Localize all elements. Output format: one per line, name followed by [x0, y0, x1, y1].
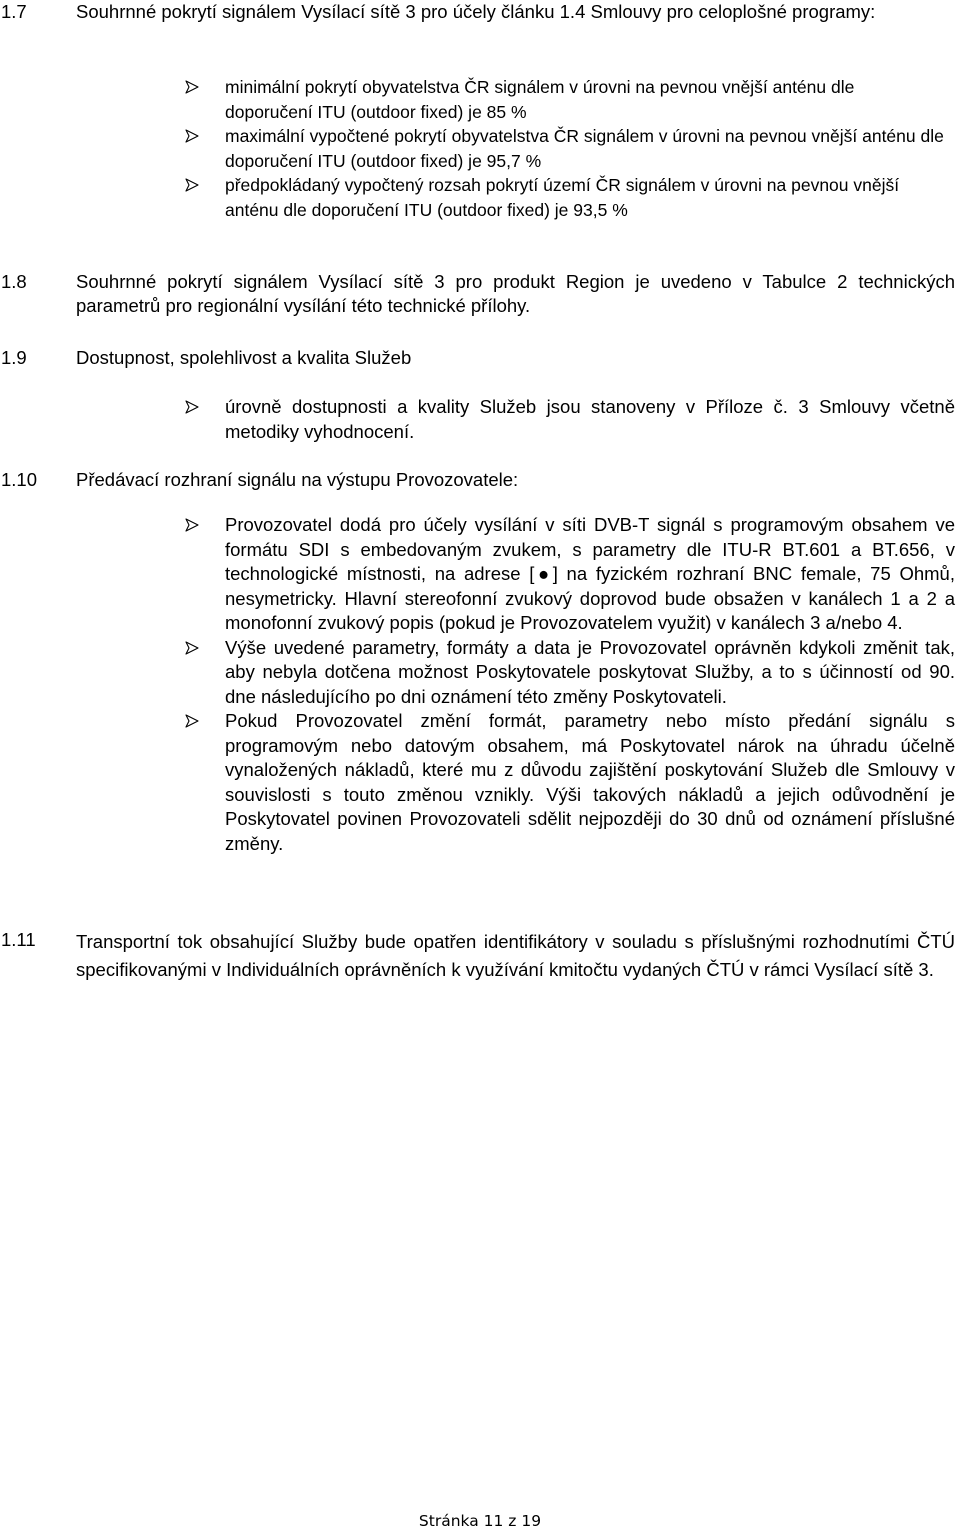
section-number: 1.11 [1, 929, 36, 950]
list-item [0, 709, 955, 856]
section-heading: Dostupnost, spolehlivost a kvalita Služeb [76, 347, 412, 368]
list-item [0, 513, 955, 636]
list-item [0, 636, 955, 710]
list-item-text: Pokud Provozovatel změní formát, parametry nebo místo předání signálu s programovým nebo datovým obsahem, má Poskytovatel nárok na úhradu účelně vynaložených nákladů, které mu z důvodu zajištění poskytování Služeb dle Smlouvy v souvislosti s touto změnou vznikly. Výši takových nákladů a jejich odůvodnění je Poskytovatel povinen Provozovateli sdělit nejpozději do 30 dnů od oznámení příslušné změny. [225, 710, 955, 854]
bullet-list [0, 75, 955, 222]
section-heading: Předávací rozhraní signálu na výstupu Provozovatele: [76, 469, 519, 490]
section-number: 1.9 [1, 347, 27, 368]
arrowhead-bullet-icon [185, 641, 199, 655]
list-item [0, 395, 955, 444]
section-number: 1.10 [1, 469, 38, 490]
section-heading: Souhrnné pokrytí signálem Vysílací sítě 3 pro účely článku 1.4 Smlouvy pro celoplošné programy: [76, 1, 876, 22]
list-item-text: Výše uvedené parametry, formáty a data je Provozovatel oprávněn kdykoli změnit tak, aby nebyla dotčena možnost Poskytovatele poskytovat Služby, a to s účinností od 90. dne následujícího po dni oznámení této změny Poskytovateli. [225, 636, 955, 707]
section-text: Souhrnné pokrytí signálem Vysílací sítě 3 pro produkt Region je uvedeno v Tabulce 2 technických parametrů pro regionální vysílání této technické přílohy. [76, 271, 955, 316]
list-item-text: maximální vypočtené pokrytí obyvatelstva ČR signálem v úrovni na pevnou vnější anténu dle doporučení ITU (outdoor fixed) je 95,7 % [225, 126, 944, 171]
bullet-list [0, 513, 955, 856]
section-number: 1.7 [1, 1, 27, 22]
list-item-text: minimální pokrytí obyvatelstva ČR signálem v úrovni na pevnou vnější anténu dle doporučení ITU (outdoor fixed) je 85 % [225, 77, 855, 122]
list-item-text: Provozovatel dodá pro účely vysílání v síti DVB-T signál s programovým obsahem ve formátu SDI s embedovaným zvukem, s parametry dle ITU-R BT.601 a BT.656, v technologické místnosti, na adrese [●] na fyzickém rozhraní BNC female, 75 Ohmů, nesymetricky. Hlavní stereofonní zvukový doprovod bude obsažen v kanálech 1 a 2 a monofonní zvukový popis (pokud je Provozovatelem využit) v kanálech 3 a/nebo 4. [225, 514, 955, 633]
arrowhead-bullet-icon [185, 518, 199, 532]
list-item [0, 173, 955, 222]
arrowhead-bullet-icon [185, 400, 199, 414]
list-item-text: předpokládaný vypočtený rozsah pokrytí území ČR signálem v úrovni na pevnou vnější anténu dle doporučení ITU (outdoor fixed) je 93,5 % [225, 175, 900, 220]
arrowhead-bullet-icon [185, 178, 199, 192]
section-text: Transportní tok obsahující Služby bude opatřen identifikátory v souladu s příslušnými rozhodnutími ČTÚ specifikovanými v Individuálních oprávněních k využívání kmitočtu vydaných ČTÚ v rámci Vysílací sítě 3. [76, 931, 955, 980]
arrowhead-bullet-icon [185, 129, 199, 143]
arrowhead-bullet-icon [185, 714, 199, 728]
list-item [0, 75, 955, 124]
bullet-list [0, 395, 955, 444]
list-item-text: úrovně dostupnosti a kvality Služeb jsou stanoveny v Příloze č. 3 Smlouvy včetně metodiky vyhodnocení. [225, 396, 955, 442]
list-item [0, 124, 955, 173]
section-number: 1.8 [1, 271, 27, 292]
page-number-footer: Stránka 11 z 19 [418, 1512, 542, 1530]
arrowhead-bullet-icon [185, 80, 199, 94]
